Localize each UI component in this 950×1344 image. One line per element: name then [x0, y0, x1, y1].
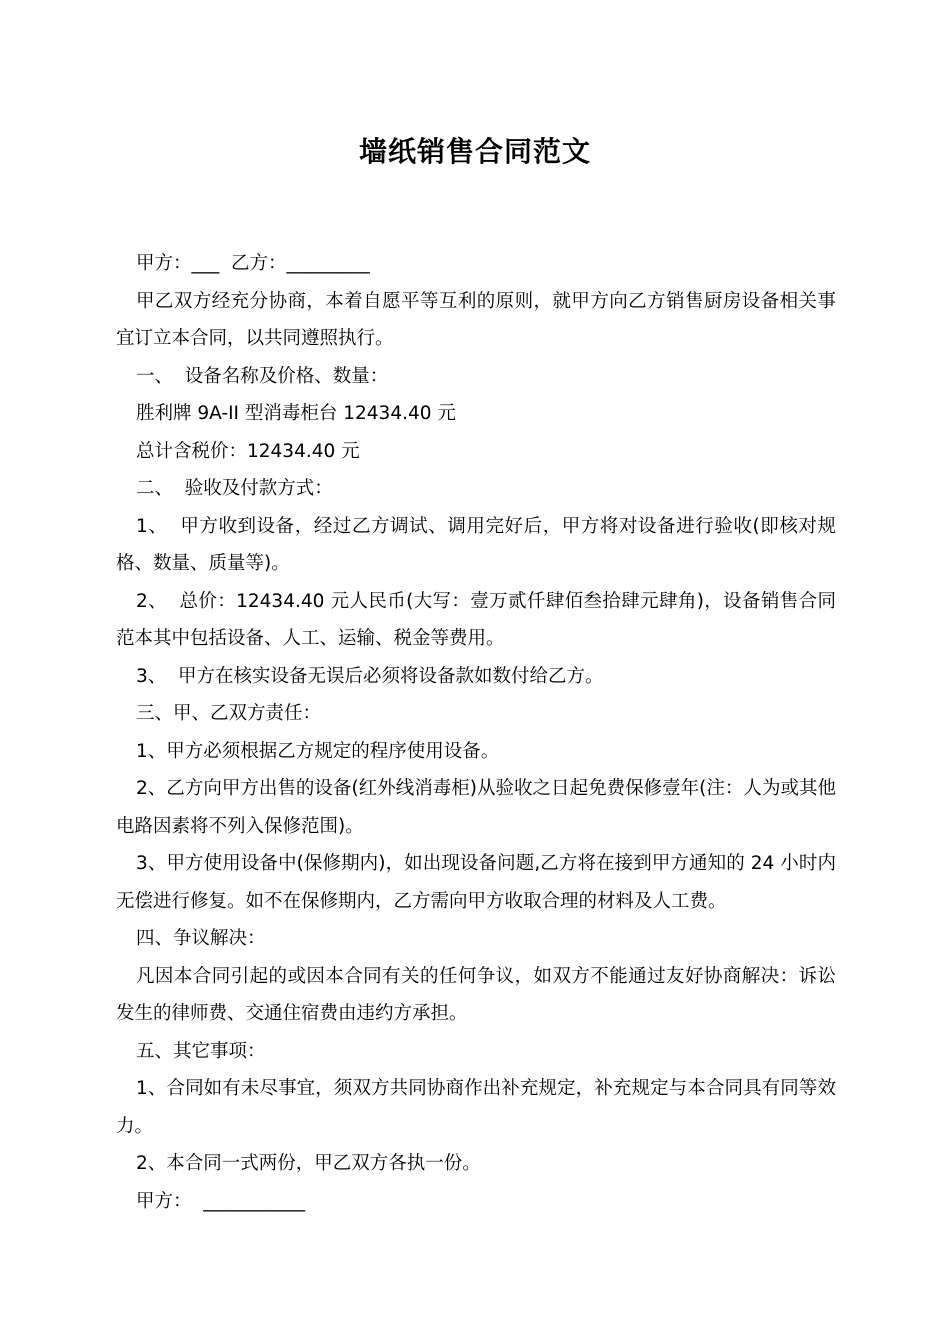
document-title: 墙纸销售合同范文 — [358, 135, 591, 168]
clause-5-1: 1、合同如有未尽事宜，须双方共同协商作出补充规定，补充规定与本合同具有同等效力。 — [116, 1078, 836, 1137]
signature-line: 甲方： ___________ — [136, 1190, 306, 1212]
clause-3-3: 3、甲方使用设备中(保修期内)，如出现设备问题,乙方将在接到甲方通知的 24 小时内无偿进行修复。如不在保修期内，乙方需向甲方收取合理的材料及人工费。 — [116, 853, 836, 912]
section-4-heading: 四、争议解决： — [136, 928, 266, 949]
total-price-line: 总计含税价：12434.40 元 — [136, 440, 360, 462]
section-5-heading: 五、其它事项： — [136, 1040, 266, 1062]
clause-2-1: 1、 甲方收到设备，经过乙方调试、调用完好后，甲方将对设备进行验收(即核对规格、数量、质量等)。 — [116, 515, 836, 574]
clause-3-1: 1、甲方必须根据乙方规定的程序使用设备。 — [136, 740, 500, 762]
preamble-paragraph: 甲乙双方经充分协商，本着自愿平等互利的原则，就甲方向乙方销售厨房设备相关事宜订立本合同，以共同遵照执行。 — [116, 290, 836, 349]
document-body — [116, 245, 836, 1220]
clause-3-2: 2、乙方向甲方出售的设备(红外线消毒柜)从验收之日起免费保修壹年(注：人为或其他电路因素将不列入保修范围)。 — [116, 778, 836, 837]
section-1-heading: 一、 设备名称及价格、数量： — [136, 365, 389, 387]
clause-5-2: 2、本合同一式两份，甲乙双方各执一份。 — [136, 1153, 481, 1174]
equipment-item: 胜利牌 9A-II 型消毒柜台 12434.40 元 — [136, 403, 456, 424]
section-3-heading: 三、甲、乙双方责任： — [136, 703, 322, 724]
clause-2-3: 3、 甲方在核实设备无误后必须将设备款如数付给乙方。 — [136, 665, 604, 687]
clause-2-2: 2、 总价：12434.40 元人民币(大写：壹万贰仟肆佰叁拾肆元肆角)，设备销售合同范本其中包括设备、人工、运输、税金等费用。 — [116, 590, 836, 649]
clause-4-1: 凡因本合同引起的或因本合同有关的任何争议，如双方不能通过友好协商解决：诉讼发生的律师费、交通住宿费由违约方承担。 — [116, 965, 836, 1024]
parties-line: 甲方：___ 乙方：_________ — [136, 253, 370, 274]
section-2-heading: 二、 验收及付款方式： — [136, 478, 333, 499]
